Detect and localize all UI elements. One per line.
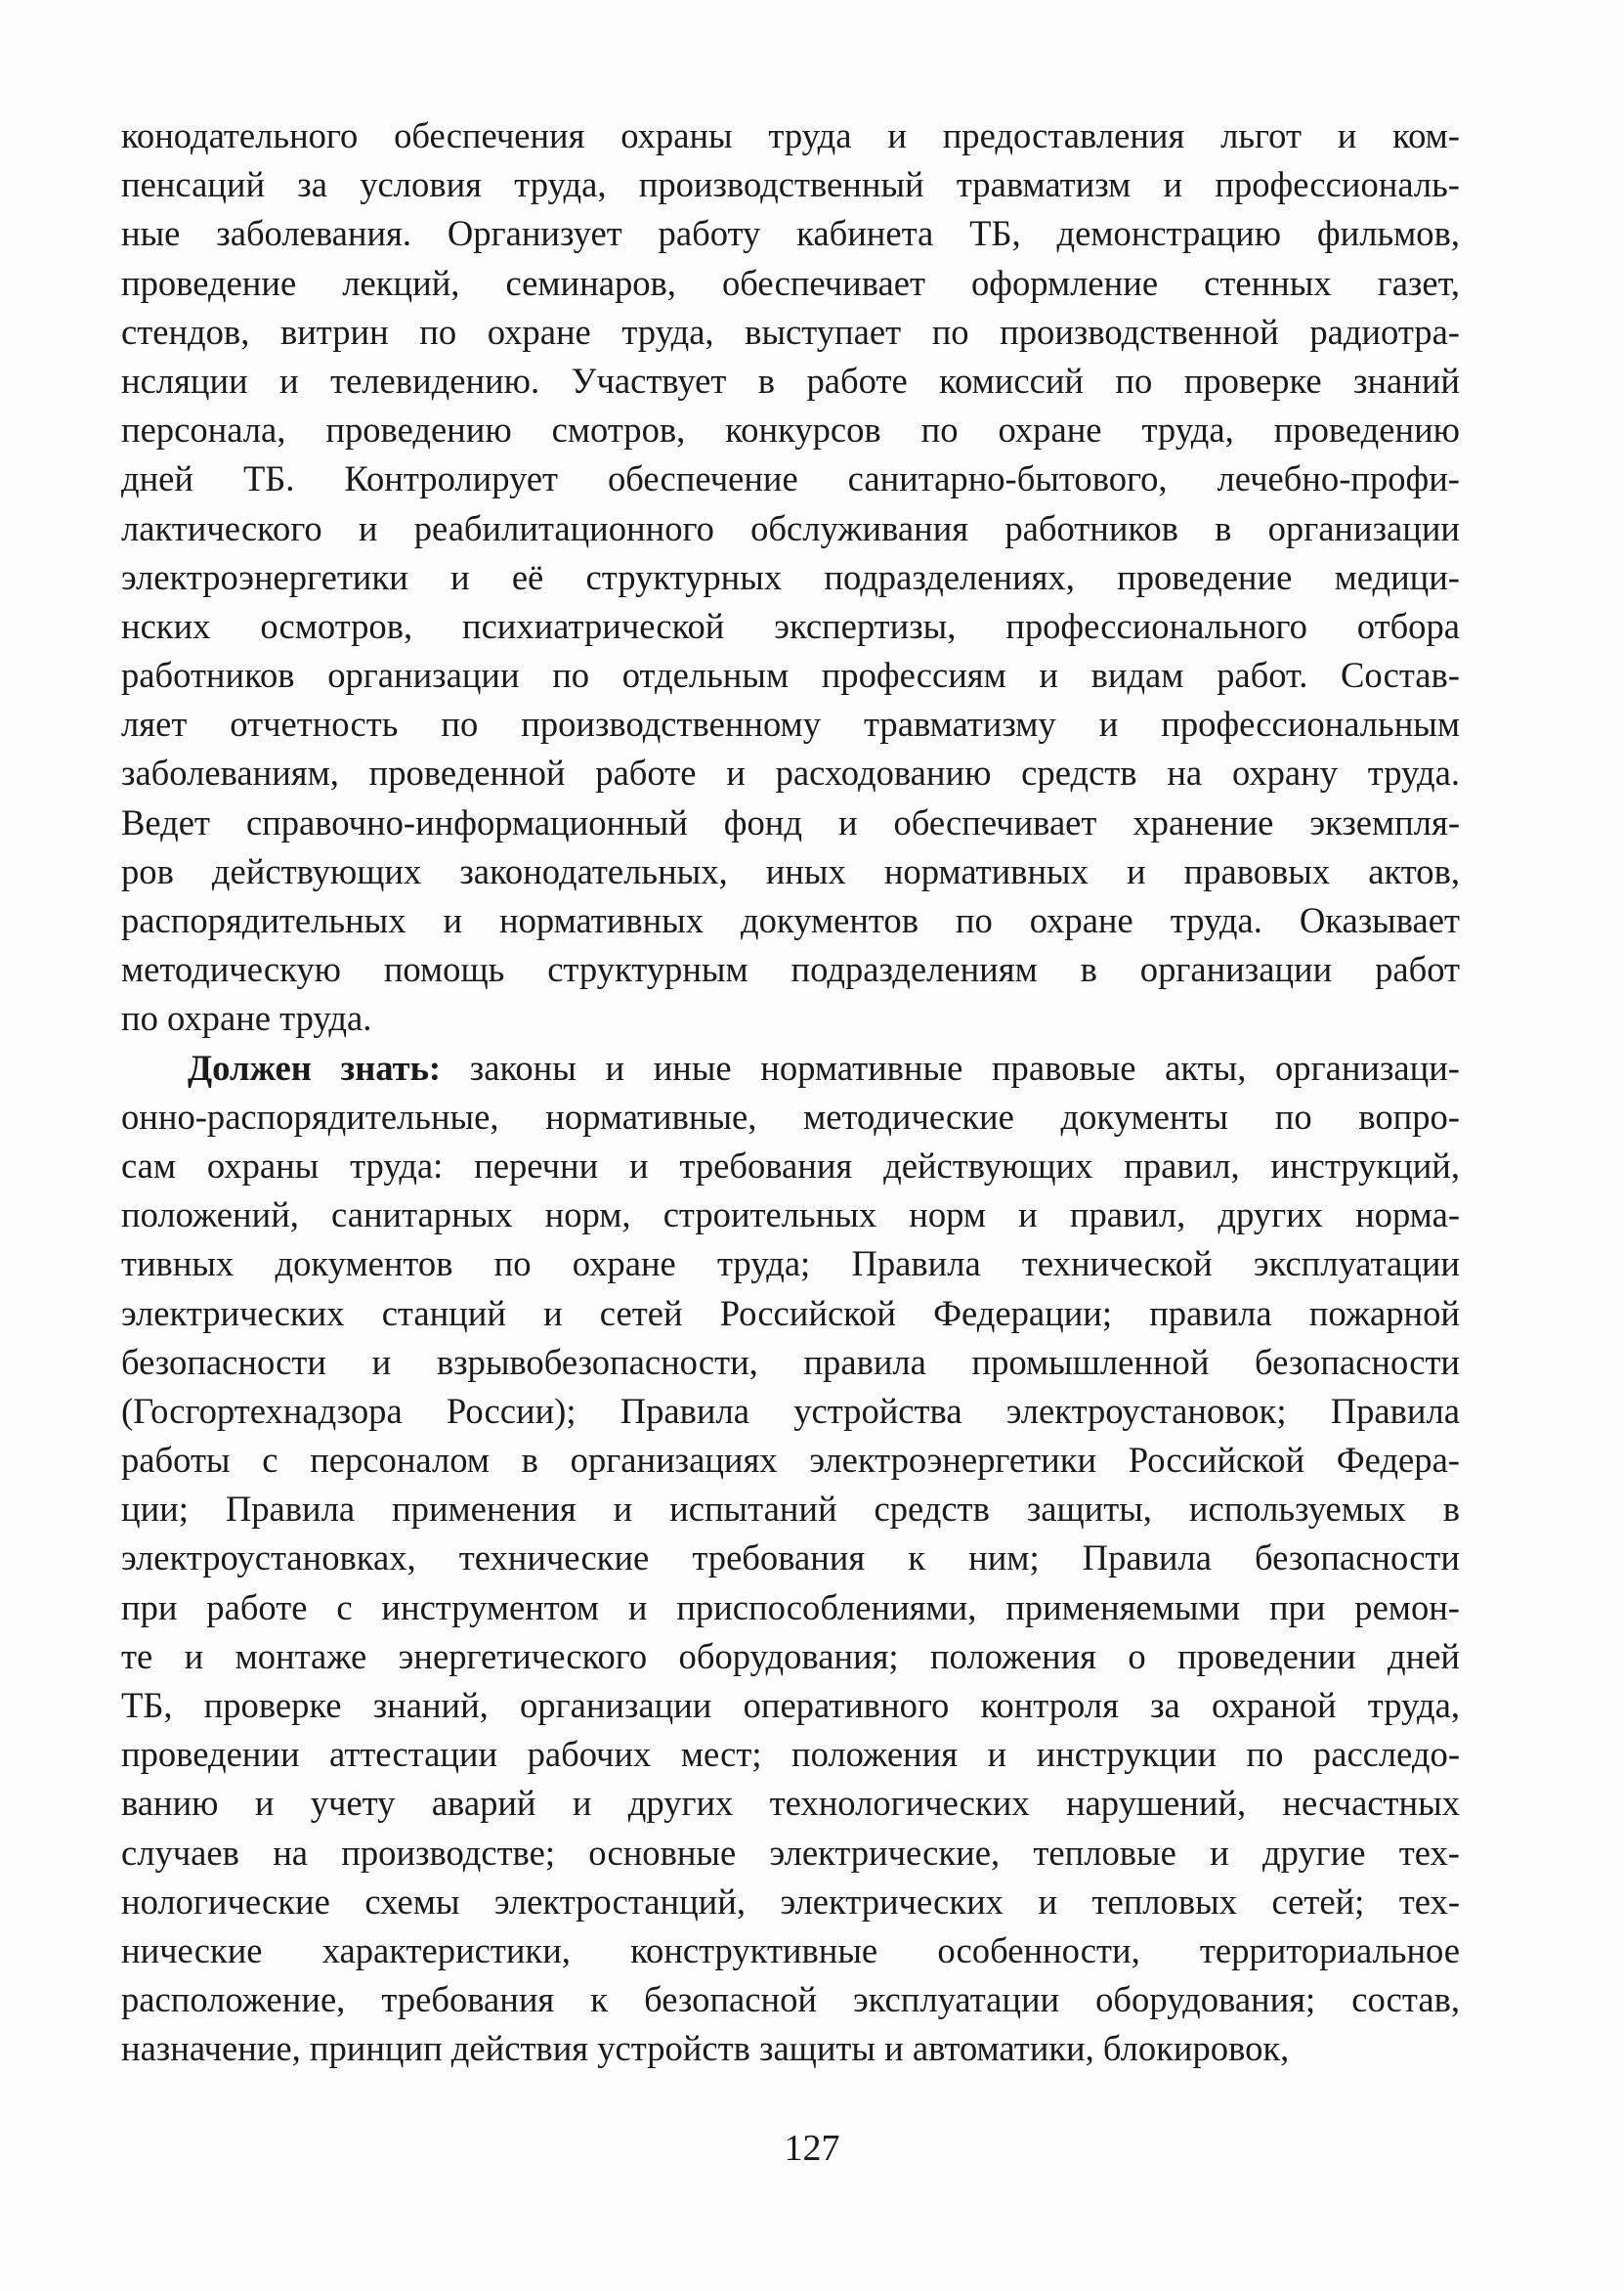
text-line: электрических станций и сетей Российской Федерации; правила пожарной bbox=[121, 1292, 1460, 1333]
text-line: пенсаций за условия труда, производственный травматизм и профессиональ- bbox=[121, 164, 1460, 205]
text-line: электроустановках, технические требования к ним; Правила безопасности bbox=[121, 1537, 1460, 1578]
paragraph-must-know bbox=[121, 1044, 1460, 2074]
text-line: тивных документов по охране труда; Правила технической эксплуатации bbox=[121, 1243, 1460, 1284]
text-line: (Госгортехнадзора России); Правила устройства электроустановок; Правила bbox=[121, 1390, 1460, 1431]
text-line: нсляции и телевидению. Участвует в работе комиссий по проверке знаний bbox=[121, 360, 1460, 401]
text-line: ванию и учету аварий и других технологических нарушений, несчастных bbox=[121, 1783, 1460, 1824]
text-line: онно-распорядительные, нормативные, методические документы по вопро- bbox=[121, 1096, 1460, 1137]
text-line: электроэнергетики и её структурных подразделениях, проведение медици- bbox=[121, 556, 1460, 597]
text-line: расположение, требования к безопасной эксплуатации оборудования; состав, bbox=[121, 1979, 1460, 2020]
page-number: 127 bbox=[784, 2128, 840, 2169]
text-line: Ведет справочно-информационный фонд и обеспечивает хранение экземпля- bbox=[121, 801, 1460, 843]
paragraph-duties bbox=[121, 111, 1460, 1044]
text-line: персонала, проведению смотров, конкурсов по охране труда, проведению bbox=[121, 410, 1460, 451]
text-line: ТБ, проверке знаний, организации оперативного контроля за охраной труда, bbox=[121, 1685, 1460, 1725]
text-line: распорядительных и нормативных документов по охране труда. Оказывает bbox=[121, 900, 1460, 940]
text-line: стендов, витрин по охране труда, выступает по производственной радиотра- bbox=[121, 311, 1460, 352]
text-line: работы с персоналом в организациях электроэнергетики Российской Федера- bbox=[121, 1440, 1460, 1481]
text-line: нические характеристики, конструктивные особенности, территориальное bbox=[121, 1929, 1460, 1970]
text-line: ров действующих законодательных, иных нормативных и правовых актов, bbox=[121, 850, 1460, 891]
must-know-lead: Должен знать: bbox=[188, 1047, 442, 1088]
body-text bbox=[121, 111, 1460, 2074]
text-line: заболеваниям, проведенной работе и расходованию средств на охрану труда. bbox=[121, 753, 1460, 794]
text-line: при работе с инструментом и приспособлениями, применяемыми при ремон- bbox=[121, 1586, 1460, 1627]
text-line: сам охраны труда: перечни и требования действующих правил, инструкций, bbox=[121, 1145, 1460, 1186]
text-line: работников организации по отдельным профессиям и видам работ. Состав- bbox=[121, 655, 1460, 696]
text-line: дней ТБ. Контролирует обеспечение санитарно-бытового, лечебно-профи- bbox=[121, 458, 1460, 499]
text-line: по охране труда. bbox=[121, 998, 372, 1039]
text-line: ляет отчетность по производственному травматизму и профессиональным bbox=[121, 704, 1460, 745]
text-line: методическую помощь структурным подразделениям в организации работ bbox=[121, 949, 1460, 990]
text-line: нологические схемы электростанций, электрических и тепловых сетей; тех- bbox=[121, 1880, 1460, 1922]
text-line: лактического и реабилитационного обслуживания работников в организации bbox=[121, 507, 1460, 548]
text-line: безопасности и взрывобезопасности, правила промышленной безопасности bbox=[121, 1341, 1460, 1382]
text-line: проведении аттестации рабочих мест; положения и инструкции по расследо- bbox=[121, 1734, 1460, 1775]
text-line: случаев на производстве; основные электрические, тепловые и другие тех- bbox=[121, 1832, 1460, 1873]
text-line: ции; Правила применения и испытаний средств защиты, используемых в bbox=[121, 1489, 1460, 1530]
text-line bbox=[121, 1044, 1460, 1093]
text-line: нских осмотров, психиатрической экспертизы, профессионального отбора bbox=[121, 605, 1460, 646]
text-line: конодательного обеспечения охраны труда и предоставления льгот и ком- bbox=[121, 115, 1460, 155]
text-line: положений, санитарных норм, строительных норм и правил, других норма- bbox=[121, 1194, 1460, 1235]
text-line: проведение лекций, семинаров, обеспечивает оформление стенных газет, bbox=[121, 262, 1460, 303]
text-line: те и монтаже энергетического оборудования; положения о проведении дней bbox=[121, 1635, 1460, 1676]
text-line: ные заболевания. Организует работу кабинета ТБ, демонстрацию фильмов, bbox=[121, 213, 1460, 254]
must-know-first-line: законы и иные нормативные правовые акты, организаци- bbox=[441, 1047, 1460, 1088]
text-line: назначение, принцип действия устройств защиты и автоматики, блокировок, bbox=[121, 2028, 1290, 2069]
